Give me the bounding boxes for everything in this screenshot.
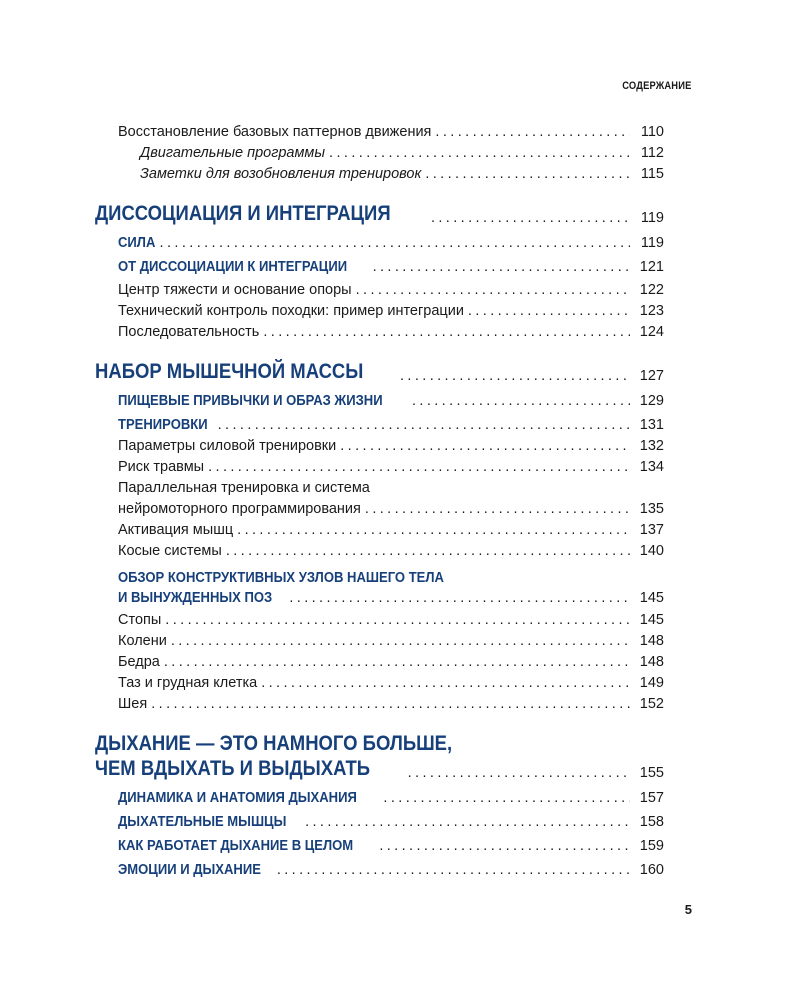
toc-entry-title: Двигательные программы bbox=[140, 145, 326, 161]
toc-entry-page: 152 bbox=[639, 696, 664, 712]
toc-entry-page: 160 bbox=[639, 862, 664, 878]
running-header: СОДЕРЖАНИЕ bbox=[622, 80, 692, 92]
toc-entry-title: Бедра bbox=[118, 654, 160, 670]
toc-entry bbox=[118, 654, 664, 670]
leader-dots bbox=[412, 393, 630, 409]
toc-section bbox=[118, 235, 664, 251]
toc-entry bbox=[118, 612, 664, 628]
toc-entry-page: 110 bbox=[640, 124, 664, 140]
toc-entry-title: Восстановление базовых паттернов движения bbox=[118, 124, 432, 140]
leader-dots bbox=[208, 459, 630, 475]
leader-dots bbox=[164, 654, 630, 670]
leader-dots bbox=[400, 368, 630, 384]
toc-entry bbox=[118, 282, 664, 298]
leader-dots bbox=[305, 814, 630, 830]
leader-dots bbox=[261, 675, 630, 691]
toc-entry bbox=[118, 543, 664, 559]
toc-entry-page: 159 bbox=[639, 838, 664, 854]
leader-dots bbox=[226, 543, 630, 559]
toc-entry-title: Последовательность bbox=[118, 324, 260, 340]
toc-entry-page: 140 bbox=[639, 543, 664, 559]
leader-dots bbox=[435, 124, 630, 140]
toc-chapter-title-line1: ДЫХАНИЕ — ЭТО НАМНОГО БОЛЬШЕ, bbox=[95, 732, 453, 755]
toc-entry bbox=[118, 124, 664, 140]
toc-entry-title: Косые системы bbox=[118, 543, 222, 559]
toc-entry-page: 145 bbox=[639, 612, 664, 628]
toc-section-title: СИЛА bbox=[118, 235, 156, 251]
toc-chapter bbox=[95, 360, 664, 384]
toc-chapter-title: ЧЕМ ВДЫХАТЬ И ВЫДЫХАТЬ bbox=[95, 757, 371, 780]
toc-section-title: ОТ ДИССОЦИАЦИИ К ИНТЕГРАЦИИ bbox=[118, 259, 348, 275]
leader-dots bbox=[356, 282, 630, 298]
toc-entry-page: 119 bbox=[640, 235, 664, 251]
toc-section bbox=[118, 393, 664, 409]
toc-entry-page: 124 bbox=[639, 324, 664, 340]
toc-entry-page: 155 bbox=[639, 765, 664, 781]
toc-entry-page: 122 bbox=[639, 282, 664, 298]
leader-dots bbox=[160, 235, 630, 251]
leader-dots bbox=[329, 145, 630, 161]
toc-section-title: И ВЫНУЖДЕННЫХ ПОЗ bbox=[118, 590, 273, 606]
toc-entry bbox=[118, 438, 664, 454]
toc-entry-title: Шея bbox=[118, 696, 148, 712]
toc-entry-page: 119 bbox=[640, 210, 664, 226]
toc-entry-title: Технический контроль походки: пример интеграции bbox=[118, 303, 464, 319]
leader-dots bbox=[277, 862, 630, 878]
toc-entry bbox=[140, 145, 664, 161]
toc-entry-page: 132 bbox=[639, 438, 664, 454]
toc-section bbox=[118, 814, 664, 830]
toc-entry-title: Колени bbox=[118, 633, 167, 649]
toc-entry-page: 149 bbox=[639, 675, 664, 691]
toc-entry-page: 145 bbox=[639, 590, 664, 606]
leader-dots bbox=[289, 590, 630, 606]
leader-dots bbox=[151, 696, 630, 712]
toc-entry bbox=[118, 675, 664, 691]
leader-dots bbox=[431, 210, 630, 226]
toc-entry-title: Стопы bbox=[118, 612, 162, 628]
toc-entry-page: 123 bbox=[639, 303, 664, 319]
toc-entry bbox=[118, 303, 664, 319]
toc-entry bbox=[118, 633, 664, 649]
leader-dots bbox=[365, 501, 630, 517]
toc-entry-page: 129 bbox=[639, 393, 664, 409]
toc-section-title: ДИНАМИКА И АНАТОМИЯ ДЫХАНИЯ bbox=[118, 790, 357, 806]
toc-entry-page: 131 bbox=[639, 417, 664, 433]
toc-entry bbox=[118, 696, 664, 712]
toc-entry bbox=[140, 166, 664, 182]
toc-entry-page: 134 bbox=[639, 459, 664, 475]
toc-chapter bbox=[95, 757, 664, 781]
leader-dots bbox=[383, 790, 630, 806]
toc-entry-page: 127 bbox=[639, 368, 664, 384]
toc-section bbox=[118, 590, 664, 606]
toc-section-title: ДЫХАТЕЛЬНЫЕ МЫШЦЫ bbox=[118, 814, 287, 830]
toc-entry-title: Таз и грудная клетка bbox=[118, 675, 258, 691]
toc-entry bbox=[118, 501, 664, 517]
toc-entry bbox=[118, 459, 664, 475]
leader-dots bbox=[340, 438, 630, 454]
toc-entry-title: Параметры силовой тренировки bbox=[118, 438, 337, 454]
toc-entry-page: 137 bbox=[639, 522, 664, 538]
toc-entry bbox=[118, 324, 664, 340]
toc-section-title-line1: ОБЗОР КОНСТРУКТИВНЫХ УЗЛОВ НАШЕГО ТЕЛА bbox=[118, 570, 444, 586]
toc-entry-title: нейромоторного программирования bbox=[118, 501, 361, 517]
toc-section-title: ТРЕНИРОВКИ bbox=[118, 417, 208, 433]
toc-entry-page: 115 bbox=[640, 166, 664, 182]
toc-section bbox=[118, 417, 664, 433]
leader-dots bbox=[263, 324, 630, 340]
leader-dots bbox=[165, 612, 630, 628]
toc-entry-title-line1: Параллельная тренировка и система bbox=[118, 480, 370, 496]
toc-section bbox=[118, 790, 664, 806]
toc-entry-title: Риск травмы bbox=[118, 459, 205, 475]
leader-dots bbox=[425, 166, 630, 182]
leader-dots bbox=[468, 303, 630, 319]
toc-entry-page: 158 bbox=[639, 814, 664, 830]
toc-entry-title: Центр тяжести и основание опоры bbox=[118, 282, 352, 298]
toc-chapter-title: ДИССОЦИАЦИЯ И ИНТЕГРАЦИЯ bbox=[95, 202, 391, 225]
toc-section-title: КАК РАБОТАЕТ ДЫХАНИЕ В ЦЕЛОМ bbox=[118, 838, 354, 854]
leader-dots bbox=[408, 765, 630, 781]
leader-dots bbox=[379, 838, 630, 854]
leader-dots bbox=[171, 633, 630, 649]
toc-entry-page: 148 bbox=[639, 633, 664, 649]
toc-section-title: ПИЩЕВЫЕ ПРИВЫЧКИ И ОБРАЗ ЖИЗНИ bbox=[118, 393, 383, 409]
leader-dots bbox=[237, 522, 630, 538]
toc-entry-page: 112 bbox=[640, 145, 664, 161]
toc-section-title: ЭМОЦИИ И ДЫХАНИЕ bbox=[118, 862, 261, 878]
toc-section bbox=[118, 862, 664, 878]
toc-entry-page: 135 bbox=[639, 501, 664, 517]
leader-dots bbox=[373, 259, 630, 275]
toc-chapter bbox=[95, 202, 664, 226]
toc-section bbox=[118, 259, 664, 275]
toc-section bbox=[118, 838, 664, 854]
toc-chapter-title: НАБОР МЫШЕЧНОЙ МАССЫ bbox=[95, 360, 364, 383]
toc-entry bbox=[118, 522, 664, 538]
toc-entry-page: 121 bbox=[639, 259, 664, 275]
page-number: 5 bbox=[684, 902, 692, 917]
toc-entry-title: Активация мышц bbox=[118, 522, 234, 538]
toc-entry-page: 148 bbox=[639, 654, 664, 670]
toc-entry-page: 157 bbox=[639, 790, 664, 806]
toc-entry-title: Заметки для возобновления тренировок bbox=[140, 166, 422, 182]
leader-dots bbox=[218, 417, 630, 433]
